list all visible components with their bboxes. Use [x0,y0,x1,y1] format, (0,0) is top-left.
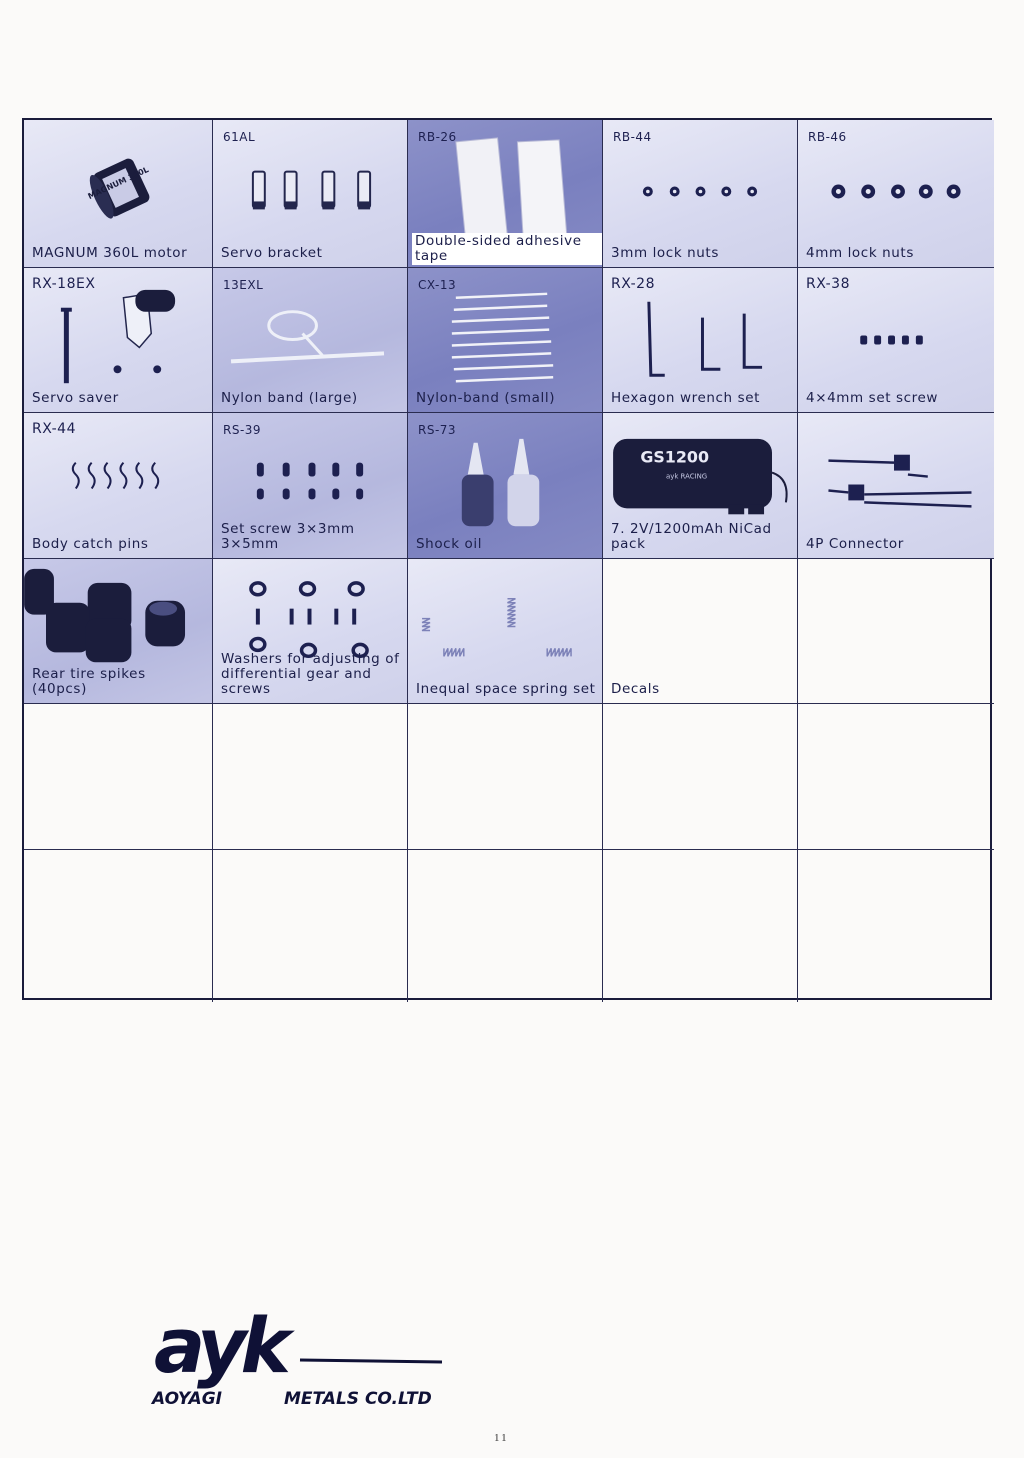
parts-cell-adhesive-tape [408,120,603,268]
parts-cell-empty [798,704,994,850]
item-label-washers: Washers for adjusting of differential gear and screws [221,651,400,697]
parts-cell-empty [24,704,213,850]
parts-cell-body-pins [24,413,213,559]
motor-photo-text: MAGNUM 360L [86,164,151,202]
ayk-logo-left: AOYAGI [152,1389,222,1409]
parts-cell-springs [408,559,603,704]
item-code-set-screw-4x4: RX-38 [806,276,850,292]
parts-grid [22,118,992,1000]
item-label-body-pins: Body catch pins [32,536,149,552]
item-code-servo-bracket: 61AL [223,130,256,144]
item-label-adhesive-tape: Double-sided adhesive tape [412,233,602,265]
ayk-logo [150,1300,450,1410]
parts-cell-empty [798,559,994,704]
item-label-battery: 7. 2V/1200mAh NiCad pack [611,521,772,552]
ayk-logo-mark: ayk [154,1301,286,1390]
page-number: 11 [494,1432,509,1444]
item-code-body-pins: RX-44 [32,421,76,437]
parts-cell-4p-connector [798,413,994,559]
item-code-3mm-nuts: RB-44 [613,130,652,144]
parts-cell-washers [213,559,408,704]
parts-cell-servo-bracket [213,120,408,268]
parts-cell-set-screw [213,413,408,559]
item-label-shock-oil: Shock oil [416,536,483,552]
parts-cell-empty [603,704,798,850]
item-label-motor: MAGNUM 360L motor [32,245,188,261]
parts-cell-set-screw-4x4 [798,268,994,413]
item-code-4mm-nuts: RB-46 [808,130,847,144]
item-code-shock-oil: RS-73 [418,423,457,437]
parts-cell-empty [408,850,603,1002]
item-label-tire-spikes: Rear tire spikes (40pcs) [32,666,146,697]
item-code-servo-saver: RX-18EX [32,276,96,292]
parts-cell-hex-wrench [603,268,798,413]
parts-cell-empty [408,704,603,850]
parts-cell-4mm-nuts [798,120,994,268]
parts-cell-decals [603,559,798,704]
item-label-4p-connector: 4P Connector [806,536,904,552]
parts-cell-motor [24,120,213,268]
parts-cell-servo-saver [24,268,213,413]
parts-cell-empty [213,704,408,850]
parts-cell-nylon-small [408,268,603,413]
item-label-servo-saver: Servo saver [32,390,119,406]
item-label-set-screw: Set screw 3×3mm 3×5mm [221,521,355,552]
item-label-3mm-nuts: 3mm lock nuts [611,245,719,261]
parts-cell-empty [24,850,213,1002]
item-label-decals: Decals [611,681,660,697]
battery-photo-title: GS1200 [640,447,710,467]
item-label-nylon-small: Nylon-band (small) [416,390,556,406]
parts-cell-tire-spikes [24,559,213,704]
parts-cell-battery [603,413,798,559]
item-label-nylon-large: Nylon band (large) [221,390,358,406]
item-code-set-screw: RS-39 [223,423,262,437]
item-code-nylon-small: CX-13 [418,278,457,292]
parts-cell-empty [798,850,994,1002]
battery-photo-sub: ayk RACING [665,472,708,481]
parts-cell-3mm-nuts [603,120,798,268]
item-label-servo-bracket: Servo bracket [221,245,323,261]
item-code-adhesive-tape: RB-26 [418,130,457,144]
item-code-hex-wrench: RX-28 [611,276,655,292]
parts-cell-nylon-large [213,268,408,413]
parts-cell-empty [213,850,408,1002]
item-label-4mm-nuts: 4mm lock nuts [806,245,914,261]
parts-cell-empty [603,850,798,1002]
item-label-springs: Inequal space spring set [416,681,596,697]
item-label-hex-wrench: Hexagon wrench set [611,390,761,406]
item-code-nylon-large: 13EXL [223,278,264,292]
parts-cell-shock-oil [408,413,603,559]
ayk-logo-right: METALS CO.LTD [284,1389,432,1409]
item-label-set-screw-4x4: 4×4mm set screw [806,390,939,406]
